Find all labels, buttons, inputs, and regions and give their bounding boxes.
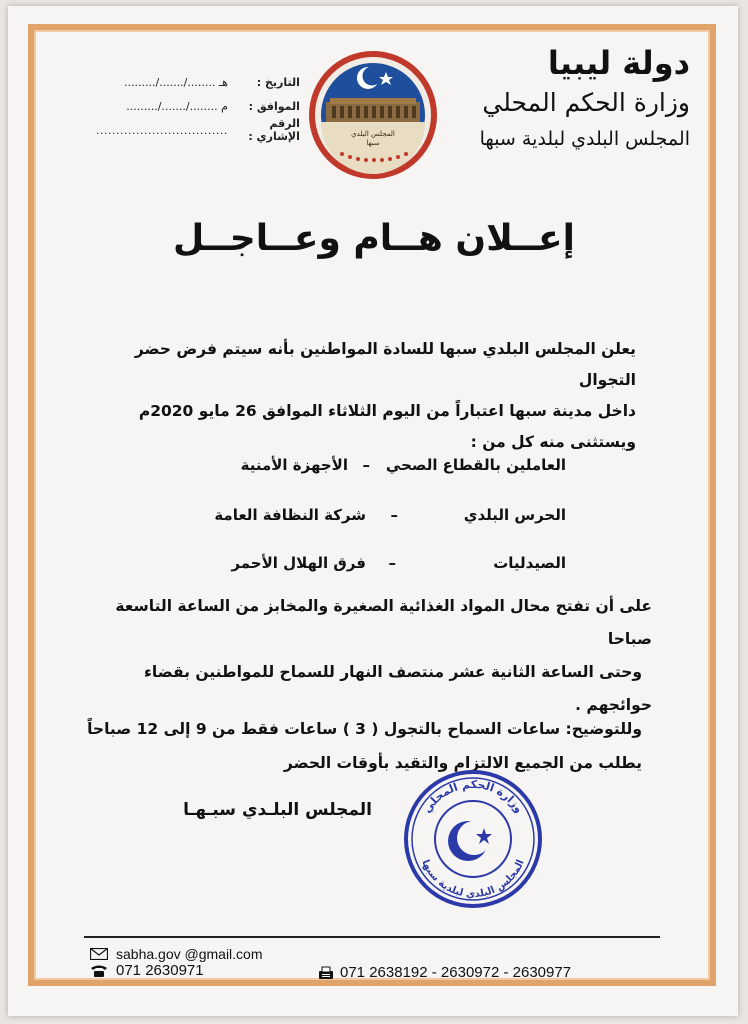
footer-phone [90, 962, 204, 979]
ministry-name: وزارة الحكم المحلي [482, 88, 690, 117]
date-value: ........./......./........ هـ [124, 75, 228, 89]
exception-a: العاملين بالقطاع الصحي [385, 456, 566, 474]
ref-value: ................................. [96, 123, 228, 137]
date-label: التاريخ : [256, 75, 300, 89]
exception-dash: – [390, 506, 398, 524]
stamp-ring-top: وزارة الحكم المحلي [420, 777, 526, 816]
footer-fax [318, 964, 571, 981]
council-name: المجلس البلدي لبلدية سبها [479, 128, 690, 150]
exception-row-3 [206, 554, 566, 580]
shops-line-1: على أن تفتح محال المواد الغذائية الصغيرة والمخابز من الساعة التاسعة صباحا [115, 597, 652, 648]
intro-paragraph [96, 334, 636, 458]
logo-text-line1: المجلس البلدي [351, 130, 395, 138]
clarification-paragraph [82, 712, 642, 780]
phone-text: 071 2630971 [116, 962, 204, 979]
reference-block [96, 70, 300, 142]
letterhead [480, 44, 690, 154]
email-text[interactable]: sabha.gov @gmail.com [116, 946, 263, 962]
intro-line-3: ويستثنى منه كل من : [470, 433, 636, 451]
shops-line-3: حوائجهم . [575, 696, 652, 714]
exception-b: الأجهزة الأمنية [240, 456, 348, 474]
exception-a: الصيدليات [493, 554, 566, 572]
shops-paragraph [92, 590, 652, 722]
exception-dash: – [362, 456, 370, 474]
fax-icon [318, 966, 334, 980]
footer-divider [84, 936, 660, 938]
corresponding-value: ........./......./........ م [126, 99, 228, 113]
municipality-logo [306, 48, 440, 182]
intro-line-1: يعلن المجلس البلدي سبها للسادة المواطنين بأنه سيتم فرض حضر التجوال [134, 340, 636, 389]
exception-b: شركة النظافة العامة [214, 506, 366, 524]
exception-b: فرق الهلال الأحمر [231, 554, 366, 572]
signature: المجلس البلـدي سبـهـا [183, 800, 372, 820]
logo-text-line2: سبها [366, 139, 380, 147]
ref-label: الرقم الإشاري : [248, 117, 300, 143]
page-title: إعــلان هــام وعــاجــل [173, 218, 575, 259]
envelope-icon [90, 948, 108, 960]
exception-row-1 [206, 456, 566, 482]
intro-line-2: داخل مدينة سبها اعتباراً من اليوم الثلاثاء الموافق 26 مايو 2020م [138, 402, 636, 420]
clarification-line-2: يطلب من الجميع الالتزام والتقيد بأوقات الحضر [283, 754, 642, 772]
exception-a: الحرس البلدي [463, 506, 566, 524]
exception-row-2 [206, 506, 566, 532]
stamp-ring-bottom: المجلس البلدي لبلدية سبها [419, 858, 527, 901]
corresponding-row [96, 94, 300, 118]
exception-dash: – [388, 554, 396, 572]
footer-email [90, 946, 263, 962]
fax-text: 071 2638192 - 2630972 - 2630977 [340, 964, 572, 981]
phone-icon [90, 964, 108, 978]
official-stamp [402, 768, 544, 910]
shops-line-2: وحتى الساعة الثانية عشر منتصف النهار للسماح للمواطنين بقضاء [143, 663, 642, 681]
state-name: دولة ليبيا [547, 44, 690, 82]
date-row [96, 70, 300, 94]
clarification-line-1: وللتوضيح: ساعات السماح بالتجول ( 3 ) ساعات فقط من 9 إلى 12 صباحاً [87, 720, 642, 738]
ref-row [96, 118, 300, 142]
corresponding-label: الموافق : [248, 99, 300, 113]
